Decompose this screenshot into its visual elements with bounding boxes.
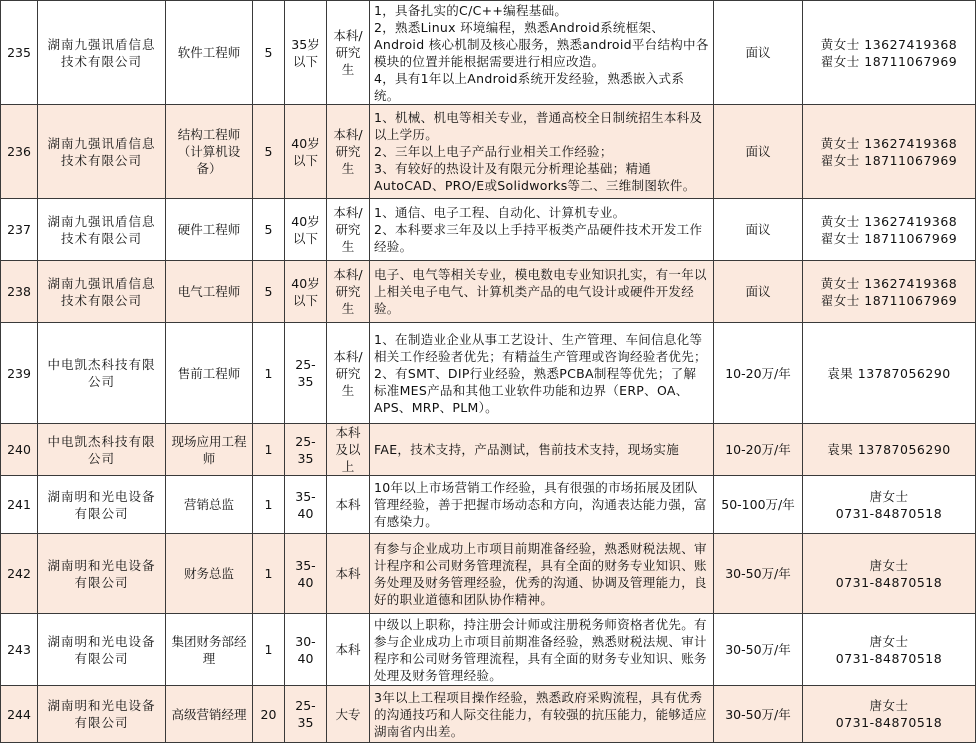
age-requirement: 35-40: [285, 534, 327, 614]
table-row: [1, 1, 976, 105]
salary: 面议: [714, 1, 803, 105]
job-requirements: FAE，技术支持，产品测试，售前技术支持，现场实施: [370, 424, 714, 476]
position-title: 软件工程师: [166, 1, 253, 105]
table-row: [1, 199, 976, 261]
position-title: 营销总监: [166, 476, 253, 534]
position-title: 现场应用工程师: [166, 424, 253, 476]
table-row: [1, 614, 976, 686]
contact-info: 唐女士 0731-84870518: [803, 476, 976, 534]
age-requirement: 25-35: [285, 424, 327, 476]
salary: 面议: [714, 261, 803, 323]
contact-info: 黄女士 13627419368 翟女士 18711067969: [803, 105, 976, 199]
contact-info: 袁果 13787056290: [803, 424, 976, 476]
row-number: 239: [1, 323, 38, 424]
position-title: 电气工程师: [166, 261, 253, 323]
job-requirements: 中级以上职称，持注册会计师或注册税务师资格者优先。有参与企业成功上市项目前期准备经验，熟悉财税法规、审计程序和公司财务管理流程，具有全面的财务专业知识、账务处理及财务管理经验。: [370, 614, 714, 686]
table-row: [1, 686, 976, 743]
education-requirement: 本科/研究生: [327, 105, 370, 199]
company-name: 湖南明和光电设备有限公司: [38, 614, 166, 686]
headcount: 1: [253, 476, 285, 534]
contact-info: 唐女士 0731-84870518: [803, 686, 976, 743]
headcount: 5: [253, 105, 285, 199]
table-row: [1, 323, 976, 424]
age-requirement: 30-40: [285, 614, 327, 686]
age-requirement: 35-40: [285, 476, 327, 534]
headcount: 1: [253, 323, 285, 424]
headcount: 5: [253, 199, 285, 261]
salary: 10-20万/年: [714, 424, 803, 476]
position-title: 结构工程师（计算机设备）: [166, 105, 253, 199]
contact-info: 黄女士 13627419368 翟女士 18711067969: [803, 1, 976, 105]
company-name: 湖南明和光电设备有限公司: [38, 534, 166, 614]
job-requirements: 3年以上工程项目操作经验，熟悉政府采购流程，具有优秀的沟通技巧和人际交往能力，有较强的抗压能力，能够适应湖南省内出差。: [370, 686, 714, 743]
age-requirement: 40岁以下: [285, 105, 327, 199]
position-title: 财务总监: [166, 534, 253, 614]
row-number: 244: [1, 686, 38, 743]
job-requirements: 电子、电气等相关专业，模电数电专业知识扎实，有一年以上相关电子电气、计算机类产品的电气设计或硬件开发经验。: [370, 261, 714, 323]
job-requirements: 1、通信、电子工程、自动化、计算机专业。 2、本科要求三年及以上手持平板类产品硬件技术开发工作经验。: [370, 199, 714, 261]
age-requirement: 40岁以下: [285, 199, 327, 261]
contact-info: 唐女士 0731-84870518: [803, 614, 976, 686]
company-name: 中电凯杰科技有限公司: [38, 424, 166, 476]
age-requirement: 25-35: [285, 686, 327, 743]
row-number: 237: [1, 199, 38, 261]
table-row: [1, 534, 976, 614]
company-name: 湖南明和光电设备有限公司: [38, 476, 166, 534]
job-rows: [1, 1, 976, 743]
headcount: 5: [253, 261, 285, 323]
position-title: 售前工程师: [166, 323, 253, 424]
contact-info: 唐女士 0731-84870518: [803, 534, 976, 614]
salary: 30-50万/年: [714, 534, 803, 614]
job-requirements: 10年以上市场营销工作经验，具有很强的市场拓展及团队管理经验，善于把握市场动态和方向，沟通表达能力强，富有感染力。: [370, 476, 714, 534]
headcount: 1: [253, 424, 285, 476]
headcount: 20: [253, 686, 285, 743]
position-title: 集团财务部经理: [166, 614, 253, 686]
row-number: 236: [1, 105, 38, 199]
education-requirement: 大专: [327, 686, 370, 743]
row-number: 235: [1, 1, 38, 105]
salary: 面议: [714, 199, 803, 261]
education-requirement: 本科及以上: [327, 424, 370, 476]
job-requirements: 1、机械、机电等相关专业，普通高校全日制统招生本科及以上学历。 2、三年以上电子产品行业相关工作经验； 3、有较好的热设计及有限元分析理论基础；精通AutoCAD、PRO/E或Solidworks等二、三维制图软件。: [370, 105, 714, 199]
row-number: 238: [1, 261, 38, 323]
age-requirement: 40岁以下: [285, 261, 327, 323]
education-requirement: 本科/研究生: [327, 261, 370, 323]
row-number: 241: [1, 476, 38, 534]
contact-info: 黄女士 13627419368 翟女士 18711067969: [803, 261, 976, 323]
age-requirement: 35岁以下: [285, 1, 327, 105]
salary: 面议: [714, 105, 803, 199]
education-requirement: 本科: [327, 534, 370, 614]
company-name: 湖南九强讯盾信息技术有限公司: [38, 1, 166, 105]
salary: 50-100万/年: [714, 476, 803, 534]
row-number: 243: [1, 614, 38, 686]
table-row: [1, 261, 976, 323]
headcount: 1: [253, 534, 285, 614]
salary: 30-50万/年: [714, 686, 803, 743]
contact-info: 黄女士 13627419368 翟女士 18711067969: [803, 199, 976, 261]
salary: 30-50万/年: [714, 614, 803, 686]
position-title: 高级营销经理: [166, 686, 253, 743]
salary: 10-20万/年: [714, 323, 803, 424]
education-requirement: 本科: [327, 614, 370, 686]
job-requirements: 1，具备扎实的C/C++编程基础。 2，熟悉Linux 环境编程，熟悉Android系统框架、Android 核心机制及核心服务，熟悉android平台结构中各模块的位置并能根据需要进行相应改造。 4，具有1年以上Android系统开发经验，熟悉嵌入式系统。: [370, 1, 714, 105]
table-row: [1, 105, 976, 199]
row-number: 240: [1, 424, 38, 476]
company-name: 湖南九强讯盾信息技术有限公司: [38, 261, 166, 323]
headcount: 1: [253, 614, 285, 686]
headcount: 5: [253, 1, 285, 105]
company-name: 湖南明和光电设备有限公司: [38, 686, 166, 743]
table-row: [1, 424, 976, 476]
row-number: 242: [1, 534, 38, 614]
company-name: 湖南九强讯盾信息技术有限公司: [38, 105, 166, 199]
table-row: [1, 476, 976, 534]
contact-info: 袁果 13787056290: [803, 323, 976, 424]
company-name: 中电凯杰科技有限公司: [38, 323, 166, 424]
company-name: 湖南九强讯盾信息技术有限公司: [38, 199, 166, 261]
education-requirement: 本科/研究生: [327, 199, 370, 261]
job-requirements: 1、在制造业企业从事工艺设计、生产管理、车间信息化等相关工作经验者优先；有精益生产管理或咨询经验者优先； 2、有SMT、DIP行业经验，熟悉PCBA制程等优先；了解标准MES产品和其他工业软件功能和边界（ERP、OA、APS、MRP、PLM）。: [370, 323, 714, 424]
education-requirement: 本科/研究生: [327, 1, 370, 105]
position-title: 硬件工程师: [166, 199, 253, 261]
job-requirements: 有参与企业成功上市项目前期准备经验，熟悉财税法规、审计程序和公司财务管理流程，具有全面的财务专业知识、账务处理及财务管理经验，优秀的沟通、协调及管理能力，良好的职业道德和团队协作精神。: [370, 534, 714, 614]
education-requirement: 本科/研究生: [327, 323, 370, 424]
age-requirement: 25-35: [285, 323, 327, 424]
education-requirement: 本科: [327, 476, 370, 534]
